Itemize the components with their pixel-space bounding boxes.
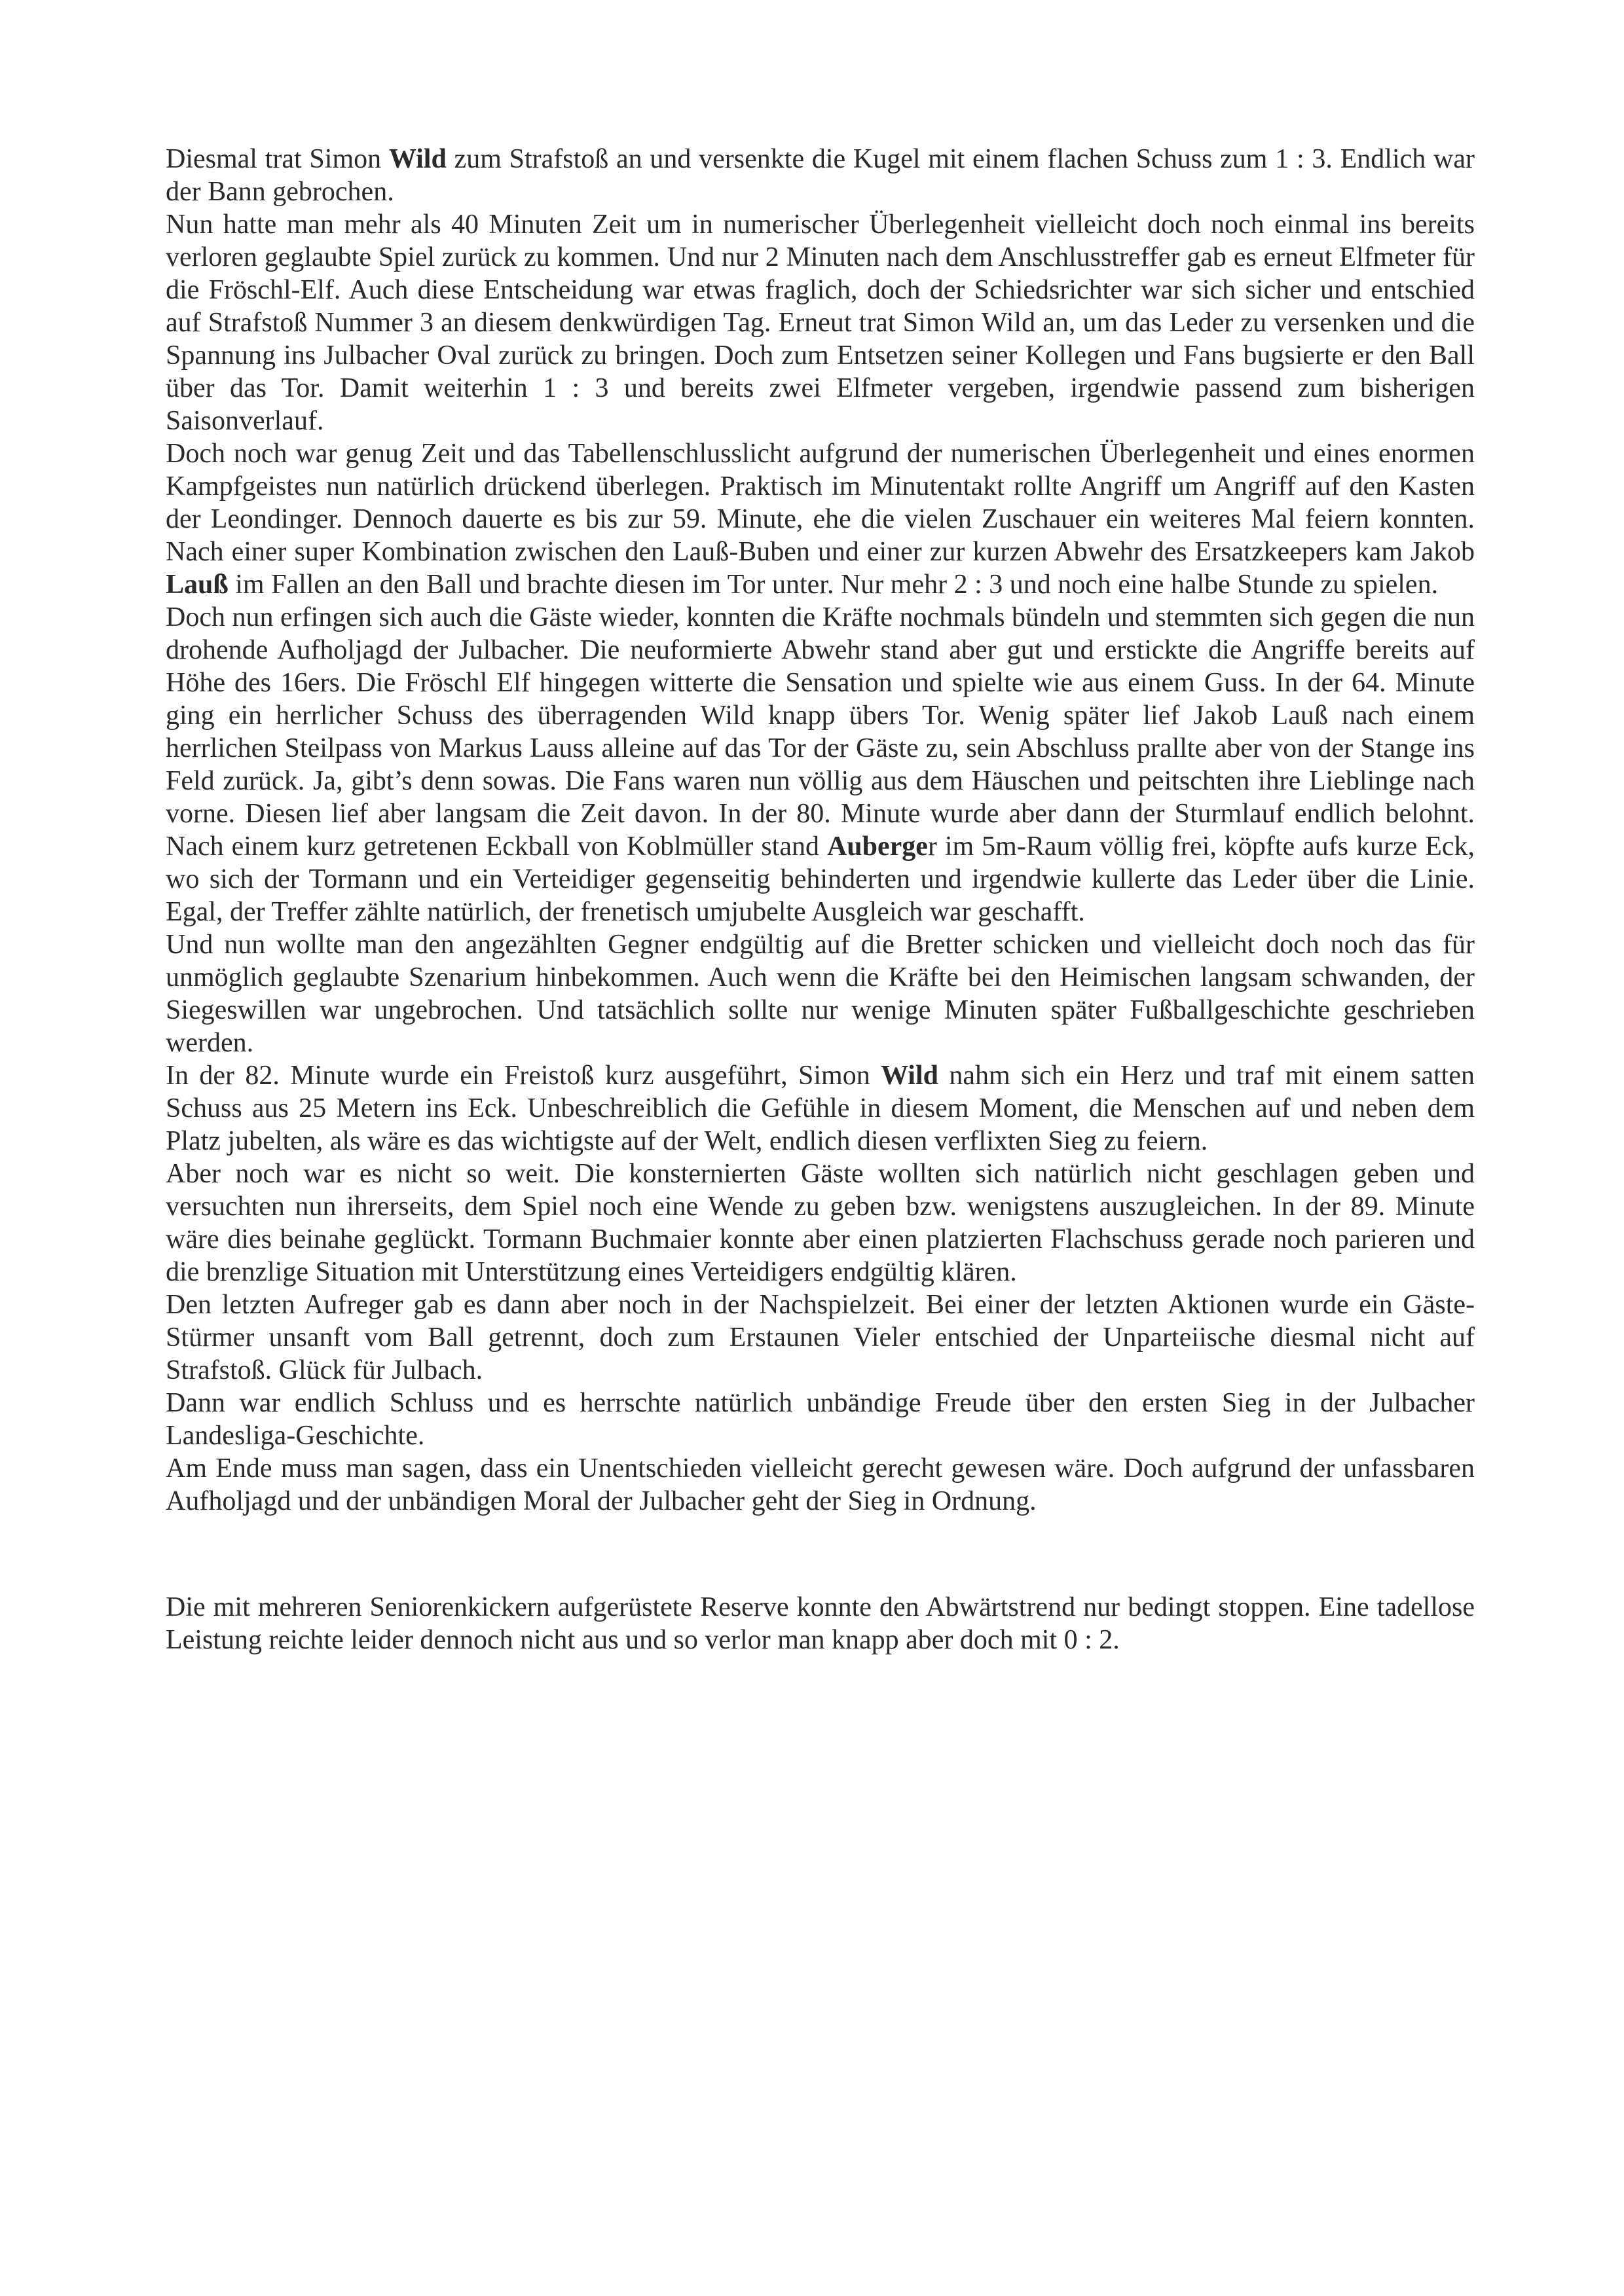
- paragraph: [166, 143, 1475, 208]
- text-run: Doch noch war genug Zeit und das Tabellenschlusslicht aufgrund der numerischen Überlegenheit und eines enormen Kampfgeistes nun natürlich drückend überlegen. Praktisch im Minutentakt rollte Angriff um Angriff auf den Kasten der Leondinger. Dennoch dauerte es bis zur 59. Minute, ehe die vielen Zuschauer ein weiteres Mal feiern konnten. Nach einer super Kombination zwischen den Lauß-Buben und einer zur kurzen Abwehr des Ersatzkeepers kam Jakob: [166, 439, 1475, 567]
- text-run: nahm sich ein Herz und traf mit einem satten Schuss aus 25 Metern ins Eck. Unbeschreiblich die Gefühle in diesem Moment, die Menschen auf und neben dem Platz jubelten, als wäre es das wichtigste auf der Welt, endlich diesen verflixten Sieg zu feiern.: [166, 1061, 1475, 1156]
- paragraph: [166, 1387, 1475, 1452]
- text-run: r im 5m-Raum völlig frei, köpfte aufs kurze Eck, wo sich der Tormann und ein Verteidiger gegenseitig behinderten und irgendwie kullerte das Leder über die Linie. Egal, der Treffer zählte natürlich, der frenetisch umjubelte Ausgleich war geschafft.: [166, 831, 1475, 927]
- paragraph: [166, 928, 1475, 1059]
- paragraph: [166, 1059, 1475, 1157]
- text-run: Am Ende muss man sagen, dass ein Unentschieden vielleicht gerecht gewesen wäre. Doch aufgrund der unfassbaren Aufholjagd und der unbändigen Moral der Julbacher geht der Sieg in Ordnung.: [166, 1453, 1475, 1516]
- text-run: Die mit mehreren Seniorenkickern aufgerüstete Reserve konnte den Abwärtstrend nur bedingt stoppen. Eine tadellose Leistung reichte leider dennoch nicht aus und so verlor man knapp aber doch mit 0 : 2.: [166, 1592, 1475, 1655]
- text-run: Und nun wollte man den angezählten Gegner endgültig auf die Bretter schicken und vielleicht doch noch das für unmöglich geglaubte Szenarium hinbekommen. Auch wenn die Kräfte bei den Heimischen langsam schwanden, der Siegeswillen war ungebrochen. Und tatsächlich sollte nur wenige Minuten später Fußballgeschichte geschrieben werden.: [166, 930, 1475, 1058]
- text-run: im Fallen an den Ball und brachte diesen im Tor unter. Nur mehr 2 : 3 und noch eine halbe Stunde zu spielen.: [228, 570, 1439, 600]
- paragraph: [166, 437, 1475, 601]
- text-run: Nun hatte man mehr als 40 Minuten Zeit um in numerischer Überlegenheit vielleicht doch noch einmal ins bereits verloren geglaubte Spiel zurück zu kommen. Und nur 2 Minuten nach dem Anschlusstreffer gab es erneut Elfmeter für die Fröschl-Elf. Auch diese Entscheidung war etwas fraglich, doch der Schiedsrichter war sich sicher und entschied auf Strafstoß Nummer 3 an diesem denkwürdigen Tag. Erneut trat Simon Wild an, um das Leder zu versenken und die Spannung ins Julbacher Oval zurück zu bringen. Doch zum Entsetzen seiner Kollegen und Fans bugsierte er den Ball über das Tor. Damit weiterhin 1 : 3 und bereits zwei Elfmeter vergeben, irgendwie passend zum bisherigen Saisonverlauf.: [166, 210, 1475, 436]
- text-run: zum Strafstoß an und versenkte die Kugel mit einem flachen Schuss zum 1 : 3. Endlich war der Bann gebrochen.: [166, 144, 1475, 207]
- bold-name: Wild: [881, 1061, 938, 1091]
- bold-name: Auberge: [826, 831, 928, 862]
- paragraph: [166, 1157, 1475, 1288]
- reserve-paragraph: [166, 1591, 1475, 1656]
- text-run: Dann war endlich Schluss und es herrschte natürlich unbändige Freude über den ersten Sieg in der Julbacher Landesliga-Geschichte.: [166, 1388, 1475, 1451]
- bold-name: Lauß: [166, 570, 229, 600]
- text-run: Diesmal trat Simon: [166, 144, 389, 174]
- text-run: In der 82. Minute wurde ein Freistoß kurz ausgeführt, Simon: [166, 1061, 881, 1091]
- paragraph: [166, 1452, 1475, 1518]
- paragraph: [166, 1288, 1475, 1387]
- text-run: Aber noch war es nicht so weit. Die konsternierten Gäste wollten sich natürlich nicht geschlagen geben und versuchten nun ihrerseits, dem Spiel noch eine Wende zu geben bzw. wenigstens auszugleichen. In der 89. Minute wäre dies beinahe geglückt. Tormann Buchmaier konnte aber einen platzierten Flachschuss gerade noch parieren und die brenzlige Situation mit Unterstützung eines Verteidigers endgültig klären.: [166, 1159, 1475, 1287]
- text-run: Doch nun erfingen sich auch die Gäste wieder, konnten die Kräfte nochmals bündeln und stemmten sich gegen die nun drohende Aufholjagd der Julbacher. Die neuformierte Abwehr stand aber gut und erstickte die Angriffe bereits auf Höhe des 16ers. Die Fröschl Elf hingegen witterte die Sensation und spielte wie aus einem Guss. In der 64. Minute ging ein herrlicher Schuss des überragenden Wild knapp übers Tor. Wenig später lief Jakob Lauß nach einem herrlichen Steilpass von Markus Lauss alleine auf das Tor der Gäste zu, sein Abschluss prallte aber von der Stange ins Feld zurück. Ja, gibt’s denn sowas. Die Fans waren nun völlig aus dem Häuschen und peitschten ihre Lieblinge nach vorne. Diesen lief aber langsam die Zeit davon. In der 80. Minute wurde aber dann der Sturmlauf endlich belohnt. Nach einem kurz getretenen Eckball von Koblmüller stand: [166, 602, 1475, 862]
- paragraph: [166, 208, 1475, 437]
- paragraph: [166, 601, 1475, 928]
- article-body: [166, 143, 1475, 1656]
- paragraph-spacer: [166, 1518, 1475, 1591]
- text-run: Den letzten Aufreger gab es dann aber noch in der Nachspielzeit. Bei einer der letzten Aktionen wurde ein Gäste-Stürmer unsanft vom Ball getrennt, doch zum Erstaunen Vieler entschied der Unparteiische diesmal nicht auf Strafstoß. Glück für Julbach.: [166, 1290, 1475, 1385]
- bold-name: Wild: [388, 144, 447, 174]
